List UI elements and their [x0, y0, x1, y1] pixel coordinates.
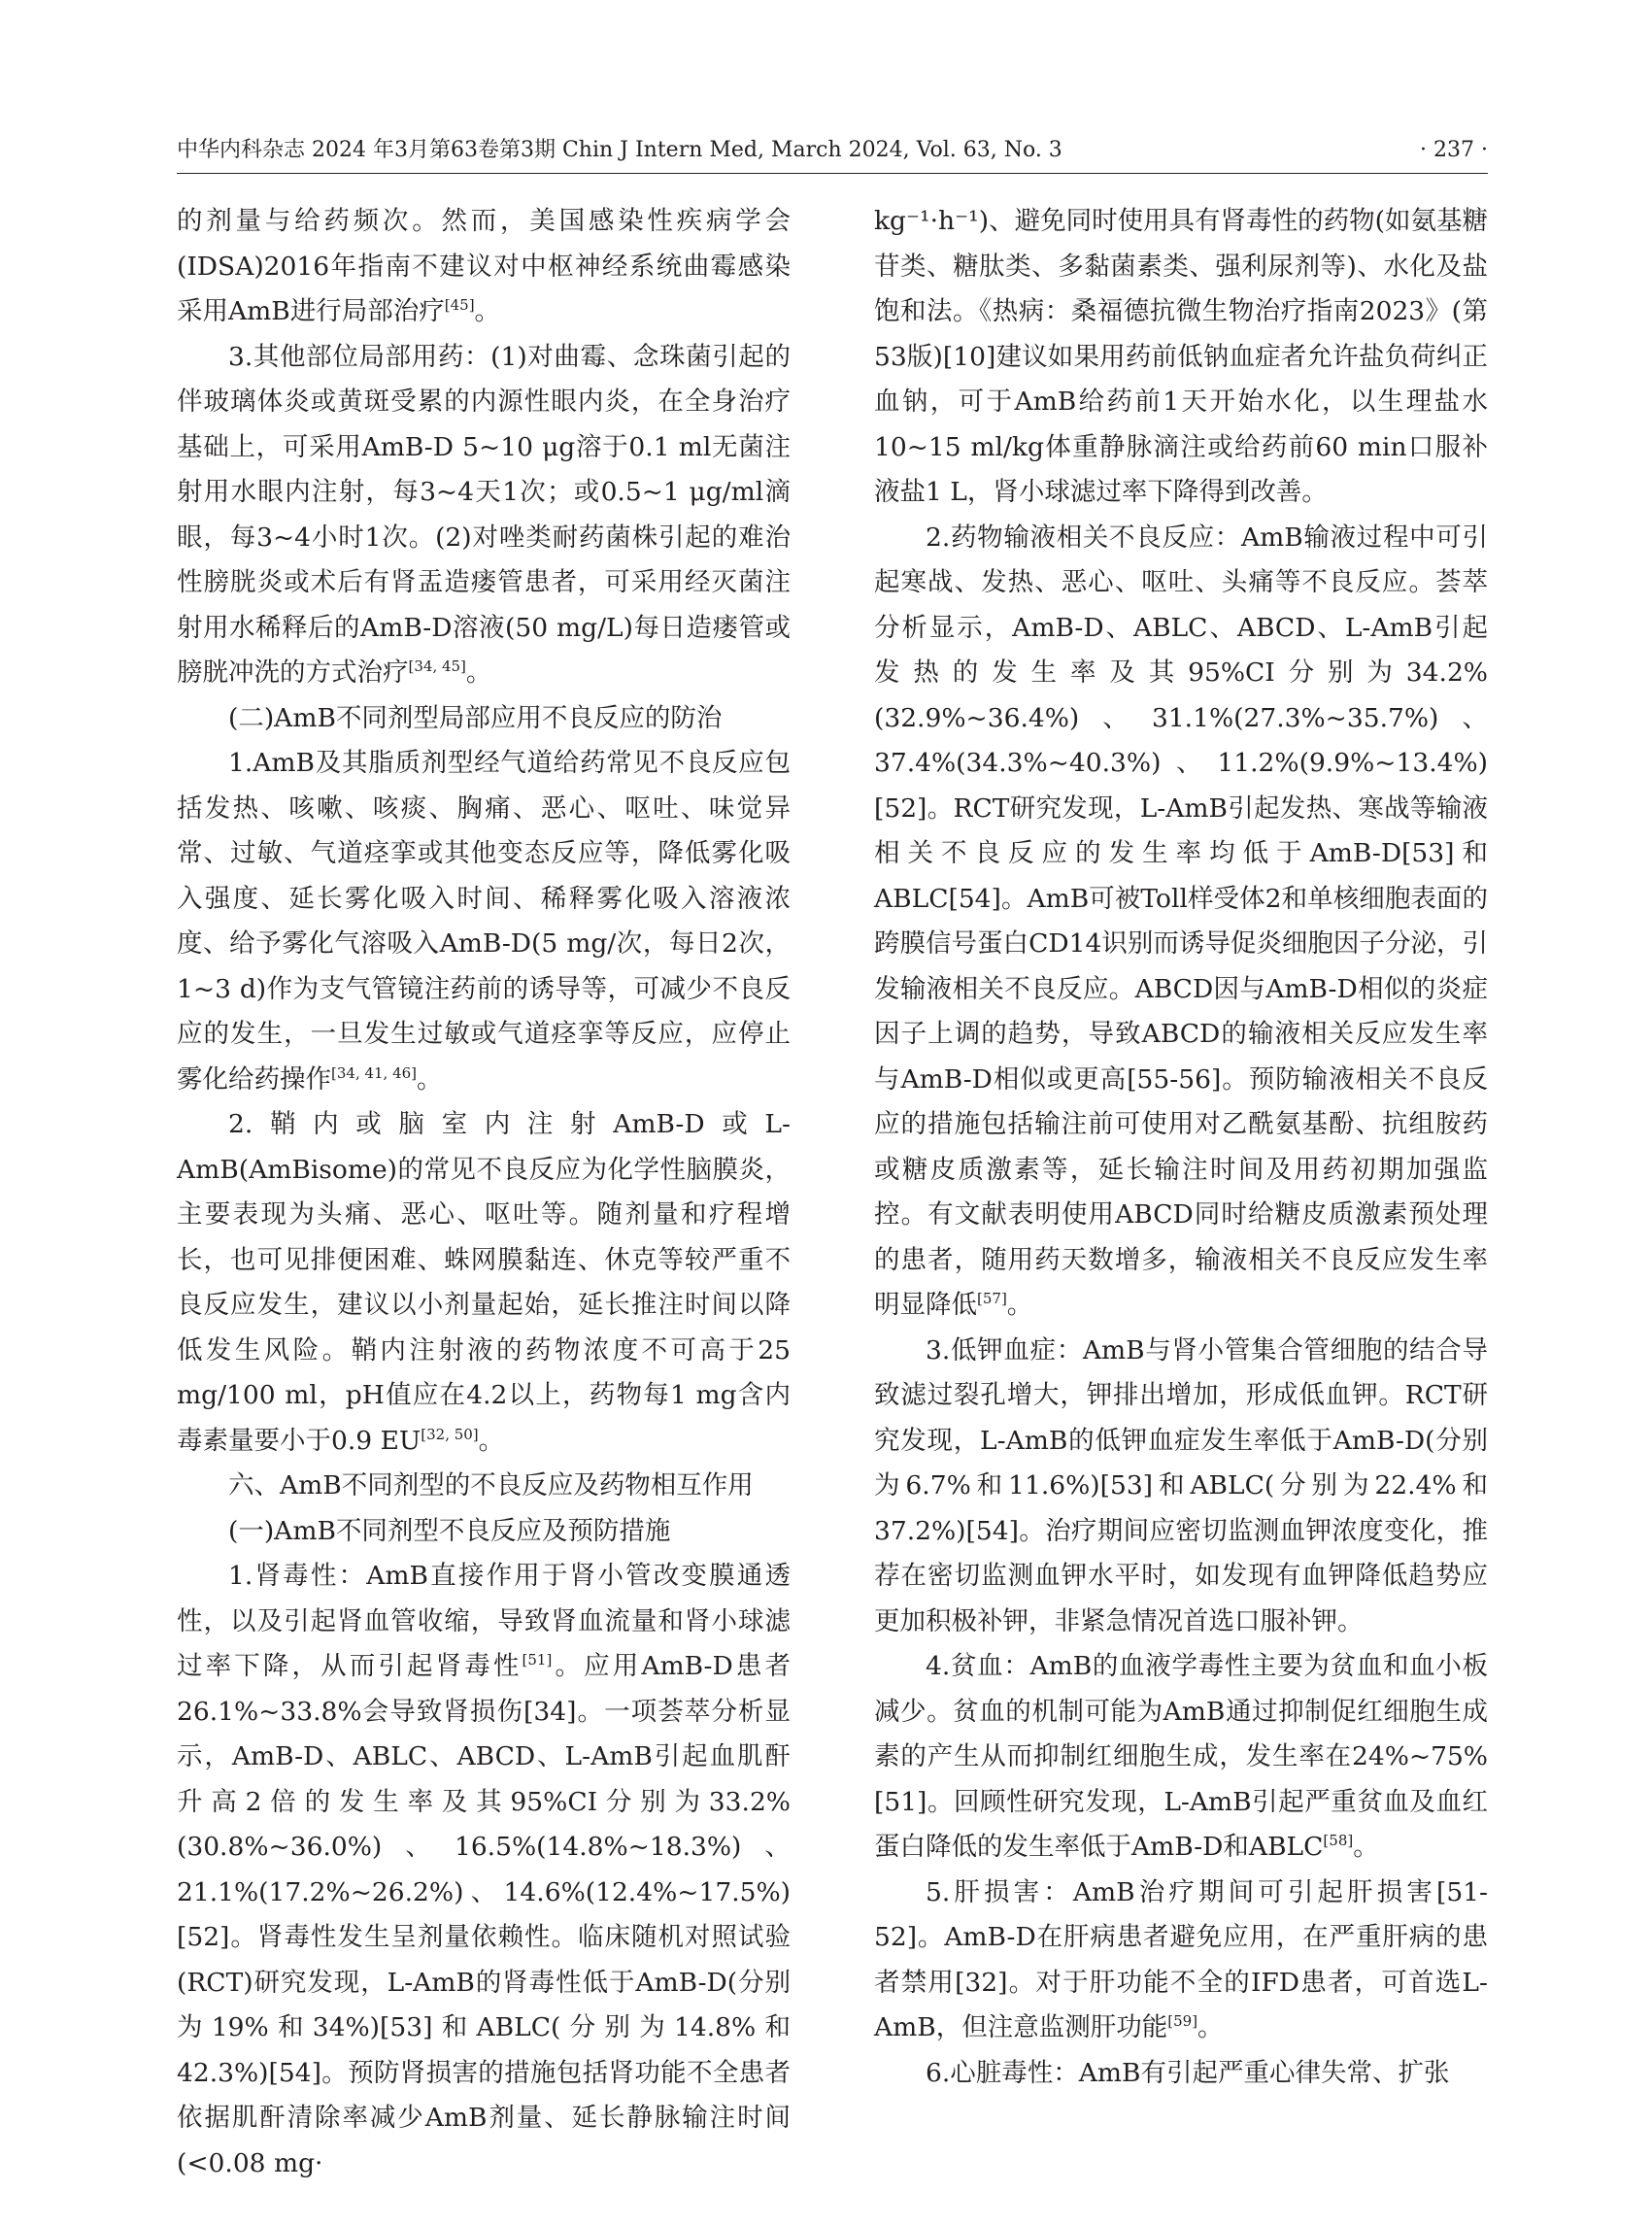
paragraph — [874, 199, 1488, 516]
paragraph-text: kg⁻¹·h⁻¹)、避免同时使用具有肾毒性的药物(如氨基糖苷类、糖肽类、多黏菌素类、强利尿剂等)、水化及盐饱和法。《热病：桑福德抗微生物治疗指南2023》(第53版)[10]建议如果用药前低钠血症者允许盐负荷纠正血钠，可于AmB给药前1天开始水化，以生理盐水10~15 ml/kg体重静脉滴注或给药前60 min口服补液盐1 L，肾小球滤过率下降得到改善。 — [874, 206, 1488, 507]
paragraph-text: 1.AmB及其脂质剂型经气道给药常见不良反应包括发热、咳嗽、咳痰、胸痛、恶心、呕吐、味觉异常、过敏、气道痉挛或其他变态反应等，降低雾化吸入强度、延长雾化吸入时间、稀释雾化吸入溶液浓度、给予雾化气溶吸入AmB-D(5 mg/次，每日2次，1~3 d)作为支气管镜注药前的诱导等，可减少不良反应的发生，一旦发生过敏或气道痉挛等反应，应停止雾化给药操作 — [177, 748, 791, 1095]
paragraph-tail: 。 — [465, 657, 492, 688]
left-column — [177, 199, 791, 2186]
citation-ref: [51] — [522, 1651, 553, 1669]
paragraph-tail: 。 — [1197, 2012, 1224, 2042]
paragraph — [177, 1554, 791, 2186]
paragraph — [874, 1644, 1488, 1871]
paragraph-tail: 。 — [478, 1425, 505, 1456]
citation-ref: [34, 45] — [408, 657, 466, 675]
citation-ref: [58] — [1323, 1832, 1354, 1849]
paragraph — [177, 1464, 791, 1509]
paragraph — [177, 741, 791, 1102]
paragraph-text: 六、AmB不同剂型的不良反应及药物相互作用 — [228, 1470, 754, 1500]
paragraph-text: 4.贫血：AmB的血液学毒性主要为贫血和血小板减少。贫血的机制可能为AmB通过抑制促红细胞生成素的产生从而抑制红细胞生成，发生率在24%~75%[51]。回顾性研究发现，L-AmB引起严重贫血及血红蛋白降低的发生率低于AmB-D和ABLC — [874, 1651, 1488, 1862]
paragraph — [874, 1871, 1488, 2051]
paragraph-tail: 。 — [417, 1063, 443, 1095]
right-column — [874, 199, 1488, 2096]
paragraph — [874, 2051, 1488, 2097]
paragraph — [874, 516, 1488, 1329]
paragraph-text: 的剂量与给药频次。然而，美国感染性疾病学会(IDSA)2016年指南不建议对中枢神经系统曲霉感染采用AmB进行局部治疗 — [177, 206, 791, 326]
paragraph-tail: 。应用AmB-D患者26.1%~33.8%会导致肾损伤[34]。一项荟萃分析显示，AmB-D、ABLC、ABCD、L-AmB引起血肌酐升高2倍的发生率及其95%CI分别为33.2%(30.8%~36.0%)、16.5%(14.8%~18.3%)、21.1%(17.2%~26.2%)、14.6%(12.4%~17.5%)[52]。肾毒性发生呈剂量依赖性。临床随机对照试验(RCT)研究发现，L-AmB的肾毒性低于AmB-D(分别为19%和34%)[53]和ABLC(分别为14.8%和42.3%)[54]。预防肾损害的措施包括肾功能不全患者依据肌酐清除率减少AmB剂量、延长静脉输注时间(<0.08 mg· — [177, 1651, 791, 2178]
paragraph-tail: 。 — [1353, 1832, 1379, 1862]
paragraph-tail: 。 — [1006, 1290, 1033, 1320]
running-head — [177, 134, 1488, 167]
paragraph — [177, 335, 791, 696]
paragraph-text: 6.心脏毒性：AmB有引起严重心律失常、扩张 — [926, 2057, 1450, 2088]
paragraph — [177, 1102, 791, 1464]
citation-ref: [57] — [977, 1290, 1007, 1307]
paragraph-text: (一)AmB不同剂型不良反应及预防措施 — [228, 1515, 671, 1546]
citation-ref: [59] — [1167, 2012, 1198, 2030]
header-rule — [177, 173, 1488, 174]
citation-ref: [45] — [444, 296, 475, 314]
paragraph — [177, 696, 791, 742]
paragraph — [177, 1509, 791, 1555]
paragraph-text: 3.低钾血症：AmB与肾小管集合管细胞的结合导致滤过裂孔增大，钾排出增加，形成低血钾。RCT研究发现，L-AmB的低钾血症发生率低于AmB-D(分别为6.7%和11.6%)[53]和ABLC(分别为22.4%和37.2%)[54]。治疗期间应密切监测血钾浓度变化，推荐在密切监测血钾水平时，如发现有血钾降低趋势应更加积极补钾，非紧急情况首选口服补钾。 — [874, 1334, 1488, 1636]
paragraph — [874, 1329, 1488, 1645]
page-number: · 237 · — [1420, 138, 1488, 162]
paragraph-text: 2.鞘内或脑室内注射AmB-D或L-AmB(AmBisome)的常见不良反应为化学性脑膜炎，主要表现为头痛、恶心、呕吐等。随剂量和疗程增长，也可见排便困难、蛛网膜黏连、休克等较严重不良反应发生，建议以小剂量起始，延长推注时间以降低发生风险。鞘内注射液的药物浓度不可高于25 mg/100 ml，pH值应在4.2以上，药物每1 mg含内毒素量要小于0.9 EU — [177, 1109, 791, 1456]
paragraph-tail: 。 — [474, 296, 501, 326]
citation-ref: [34, 41, 46] — [331, 1063, 418, 1082]
citation-ref: [32, 50] — [421, 1425, 479, 1443]
paragraph-text: 1.肾毒性：AmB直接作用于肾小管改变膜通透性，以及引起肾血管收缩，导致肾血流量和肾小球滤过率下降，从而引起肾毒性 — [177, 1561, 791, 1681]
paragraph-text: (二)AmB不同剂型局部应用不良反应的防治 — [228, 702, 723, 733]
paragraph — [177, 199, 791, 335]
paragraph-text: 5.肝损害：AmB治疗期间可引起肝损害[51-52]。AmB-D在肝病患者避免应用，在严重肝病的患者禁用[32]。对于肝功能不全的IFD患者，可首选L-AmB，但注意监测肝功能 — [874, 1876, 1488, 2042]
journal-citation: 中华内科杂志 2024 年3月第63卷第3期 Chin J Intern Med, March 2024, Vol. 63, No. 3 — [177, 138, 1062, 162]
paragraph-text: 3.其他部位局部用药：(1)对曲霉、念珠菌引起的伴玻璃体炎或黄斑受累的内源性眼内炎，在全身治疗基础上，可采用AmB-D 5~10 μg溶于0.1 ml无菌注射用水眼内注射，每3~4天1次；或0.5~1 μg/ml滴眼，每3~4小时1次。(2)对唑类耐药菌株引起的难治性膀胱炎或术后有肾盂造瘘管患者，可采用经灭菌注射用水稀释后的AmB-D溶液(50 mg/L)每日造瘘管或膀胱冲洗的方式治疗 — [177, 341, 791, 688]
paragraph-text: 2.药物输液相关不良反应：AmB输液过程中可引起寒战、发热、恶心、呕吐、头痛等不良反应。荟萃分析显示，AmB-D、ABLC、ABCD、L-AmB引起发热的发生率及其95%CI分别为34.2%(32.9%~36.4%)、31.1%(27.3%~35.7%)、37.4%(34.3%~40.3%)、11.2%(9.9%~13.4%)[52]。RCT研究发现，L-AmB引起发热、寒战等输液相关不良反应的发生率均低于AmB-D[53]和ABLC[54]。AmB可被Toll样受体2和单核细胞表面的跨膜信号蛋白CD14识别而诱导促炎细胞因子分泌，引发输液相关不良反应。ABCD因与AmB-D相似的炎症因子上调的趋势，导致ABCD的输液相关反应发生率与AmB-D相似或更高[55-56]。预防输液相关不良反应的措施包括输注前可使用对乙酰氨基酚、抗组胺药或糖皮质激素等，延长输注时间及用药初期加强监控。有文献表明使用ABCD同时给糖皮质激素预处理的患者，随用药天数增多，输液相关不良反应发生率明显降低 — [874, 522, 1488, 1320]
